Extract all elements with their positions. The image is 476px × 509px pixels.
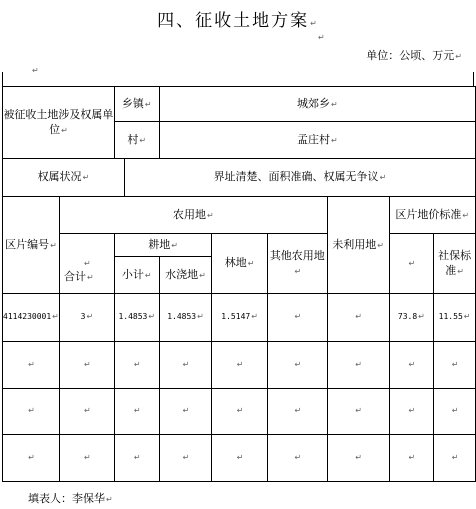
paragraph-mark: ↵ <box>294 266 302 276</box>
paragraph-mark: ↵ <box>236 406 244 416</box>
cell-other-agri <box>267 389 327 435</box>
paragraph-mark: ↵ <box>86 312 94 322</box>
cell-price <box>389 389 434 435</box>
cell-social <box>434 342 476 389</box>
paragraph-mark: ↵ <box>182 359 190 369</box>
paragraph-mark: ↵ <box>32 66 39 75</box>
township-value <box>159 87 475 122</box>
paragraph-mark: ↵ <box>355 452 362 462</box>
ownership-status-value-text: 界址清楚、面积准确、权属无争议 <box>213 170 379 184</box>
paragraph-mark: ↵ <box>28 406 35 416</box>
paragraph-mark: ↵ <box>310 19 319 28</box>
ownership-status-label <box>3 159 125 197</box>
cell-forest-text: 1.5147 <box>221 312 251 322</box>
cell-social-text: 11.55 <box>438 312 463 322</box>
paragraph-mark: ↵ <box>408 259 416 269</box>
frame-line <box>2 72 3 86</box>
header-block-no-text: 区片编号 <box>5 237 50 251</box>
cell-irrigated <box>159 389 212 435</box>
header-unused-land <box>327 197 389 294</box>
cell-total-text: 3 <box>80 312 86 322</box>
village-value <box>159 122 475 159</box>
paragraph-mark: ↵ <box>408 452 416 462</box>
header-subtotal-text: 小计 <box>121 267 144 281</box>
paragraph-mark: ↵ <box>418 312 425 322</box>
header-price-std <box>389 197 475 234</box>
village-value-text: 孟庄村 <box>296 132 330 146</box>
cell-price <box>389 342 434 389</box>
township-label <box>114 87 159 122</box>
ownership-status-label-text: 权属状况 <box>37 170 82 184</box>
cell-block-no <box>3 435 60 482</box>
paragraph-mark: ↵ <box>197 312 204 322</box>
paragraph-mark: ↵ <box>82 173 90 183</box>
header-irrigated-text: 水浇地 <box>165 267 199 281</box>
paragraph-mark: ↵ <box>199 270 206 280</box>
header-social-std <box>434 234 476 294</box>
paragraph-mark: ↵ <box>84 406 91 416</box>
header-price-value <box>389 234 434 294</box>
paragraph-mark: ↵ <box>84 452 91 462</box>
paragraph-mark: ↵ <box>355 312 362 322</box>
paragraph-mark: ↵ <box>148 312 156 322</box>
paragraph-mark: ↵ <box>236 452 244 462</box>
paragraph-mark: ↵ <box>247 259 255 269</box>
cell-unused <box>327 435 389 482</box>
header-block-no <box>3 197 60 294</box>
cell-social <box>434 389 476 435</box>
paragraph-mark: ↵ <box>408 359 416 369</box>
header-agri-land-text: 农用地 <box>172 207 206 221</box>
table-row <box>3 435 476 482</box>
township-label-text: 乡镇 <box>121 96 144 110</box>
cell-other-agri <box>267 342 327 389</box>
cell-block-no <box>3 389 60 435</box>
cell-forest <box>212 435 268 482</box>
paragraph-mark: ↵ <box>294 452 302 462</box>
owner-unit-label-text: 被征收土地涉及权属单位 <box>3 107 114 136</box>
header-forest-text: 林地 <box>224 256 247 270</box>
paragraph-mark: ↵ <box>133 452 141 462</box>
village-label <box>114 122 159 159</box>
cell-subtotal <box>114 389 159 435</box>
paragraph-mark: ↵ <box>451 359 459 369</box>
cell-price-text: 73.8 <box>397 312 418 322</box>
paragraph-mark: ↵ <box>379 173 387 183</box>
header-forest <box>212 234 268 294</box>
cell-unused <box>327 342 389 389</box>
header-other-agri-text: 其他农用地 <box>269 248 325 262</box>
cell-total <box>59 294 114 342</box>
land-acquisition-table <box>2 86 476 482</box>
paragraph-mark: ↵ <box>133 359 141 369</box>
paragraph-mark: ↵ <box>87 273 94 282</box>
paragraph-mark: ↵ <box>106 495 113 504</box>
cell-price <box>389 435 434 482</box>
paragraph-mark: ↵ <box>294 312 302 322</box>
header-subtotal <box>114 257 159 294</box>
paragraph-mark: ↵ <box>377 240 384 250</box>
owner-unit-label <box>3 87 115 159</box>
paragraph-mark: ↵ <box>144 270 152 280</box>
header-irrigated <box>159 257 212 294</box>
paragraph-mark: ↵ <box>294 359 302 369</box>
cell-subtotal-text: 1.4853 <box>118 312 148 322</box>
header-unused-land-text: 未利用地 <box>332 237 377 251</box>
paragraph-mark: ↵ <box>294 406 302 416</box>
paragraph-mark: ↵ <box>52 312 59 322</box>
title-text: 四、征收土地方案 <box>157 11 310 31</box>
cell-irrigated <box>159 342 212 389</box>
cell-forest <box>212 342 268 389</box>
cell-other-agri <box>267 294 327 342</box>
cell-forest <box>212 389 268 435</box>
paragraph-mark: ↵ <box>355 406 362 416</box>
header-social-std-text: 社保标准 <box>438 248 472 277</box>
paragraph-mark: ↵ <box>206 210 214 220</box>
paragraph-mark: ↵ <box>182 452 190 462</box>
footer-filler <box>28 490 113 506</box>
paragraph-mark: ↵ <box>451 452 459 462</box>
header-cultivated-text: 耕地 <box>148 237 171 251</box>
unit-label <box>366 47 462 63</box>
table-row <box>3 342 476 389</box>
cell-block-no <box>3 294 60 342</box>
paragraph-mark: ↵ <box>455 52 462 61</box>
header-other-agri <box>267 234 327 294</box>
village-label-text: 村 <box>127 132 139 146</box>
page-title <box>0 6 476 31</box>
paragraph-mark: ↵ <box>355 359 362 369</box>
paragraph-mark: ↵ <box>50 240 57 250</box>
table-row <box>3 294 476 342</box>
paragraph-mark: ↵ <box>139 135 147 145</box>
header-agri-land <box>59 197 327 234</box>
cell-subtotal <box>114 342 159 389</box>
paragraph-mark: ↵ <box>144 99 152 109</box>
cell-price <box>389 294 434 342</box>
cell-block-no-text: 4114230001 <box>3 312 52 322</box>
cell-irrigated <box>159 294 212 342</box>
cell-irrigated <box>159 435 212 482</box>
frame-line <box>473 72 474 86</box>
header-total-top <box>59 234 114 294</box>
ownership-status-value <box>124 159 475 197</box>
header-price-std-text: 区片地价标准 <box>395 207 462 221</box>
township-value-text: 城郊乡 <box>296 96 330 110</box>
filler-label: 填表人： <box>28 492 72 505</box>
cell-block-no <box>3 342 60 389</box>
paragraph-mark: ↵ <box>61 125 68 135</box>
paragraph-mark: ↵ <box>28 452 35 462</box>
cell-total <box>59 342 114 389</box>
paragraph-mark: ↵ <box>318 33 325 42</box>
paragraph-mark: ↵ <box>133 406 141 416</box>
paragraph-mark: ↵ <box>457 266 464 276</box>
cell-other-agri <box>267 435 327 482</box>
paragraph-mark: ↵ <box>330 135 338 145</box>
cell-irrigated-text: 1.4853 <box>167 312 197 322</box>
paragraph-mark: ↵ <box>408 406 416 416</box>
paragraph-mark: ↵ <box>182 406 190 416</box>
cell-total <box>59 435 114 482</box>
paragraph-mark: ↵ <box>330 99 338 109</box>
header-total-text: 合计 <box>64 270 86 283</box>
paragraph-mark: ↵ <box>28 359 35 369</box>
paragraph-mark: ↵ <box>171 240 178 250</box>
paragraph-mark: ↵ <box>462 210 470 220</box>
unit-text: 单位：公顷、万元 <box>366 49 455 62</box>
header-total <box>64 268 94 284</box>
paragraph-mark: ↵ <box>84 259 91 269</box>
cell-social <box>434 294 476 342</box>
cell-subtotal <box>114 294 159 342</box>
paragraph-mark: ↵ <box>463 312 471 322</box>
header-cultivated <box>114 234 211 257</box>
cell-social <box>434 435 476 482</box>
paragraph-mark: ↵ <box>84 359 91 369</box>
paragraph-mark: ↵ <box>236 359 244 369</box>
table-row <box>3 389 476 435</box>
paragraph-mark: ↵ <box>451 406 459 416</box>
cell-forest <box>212 294 268 342</box>
cell-subtotal <box>114 435 159 482</box>
cell-total <box>59 389 114 435</box>
paragraph-mark: ↵ <box>251 312 258 322</box>
filler-name: 李保华 <box>72 492 105 505</box>
cell-unused <box>327 389 389 435</box>
cell-unused <box>327 294 389 342</box>
